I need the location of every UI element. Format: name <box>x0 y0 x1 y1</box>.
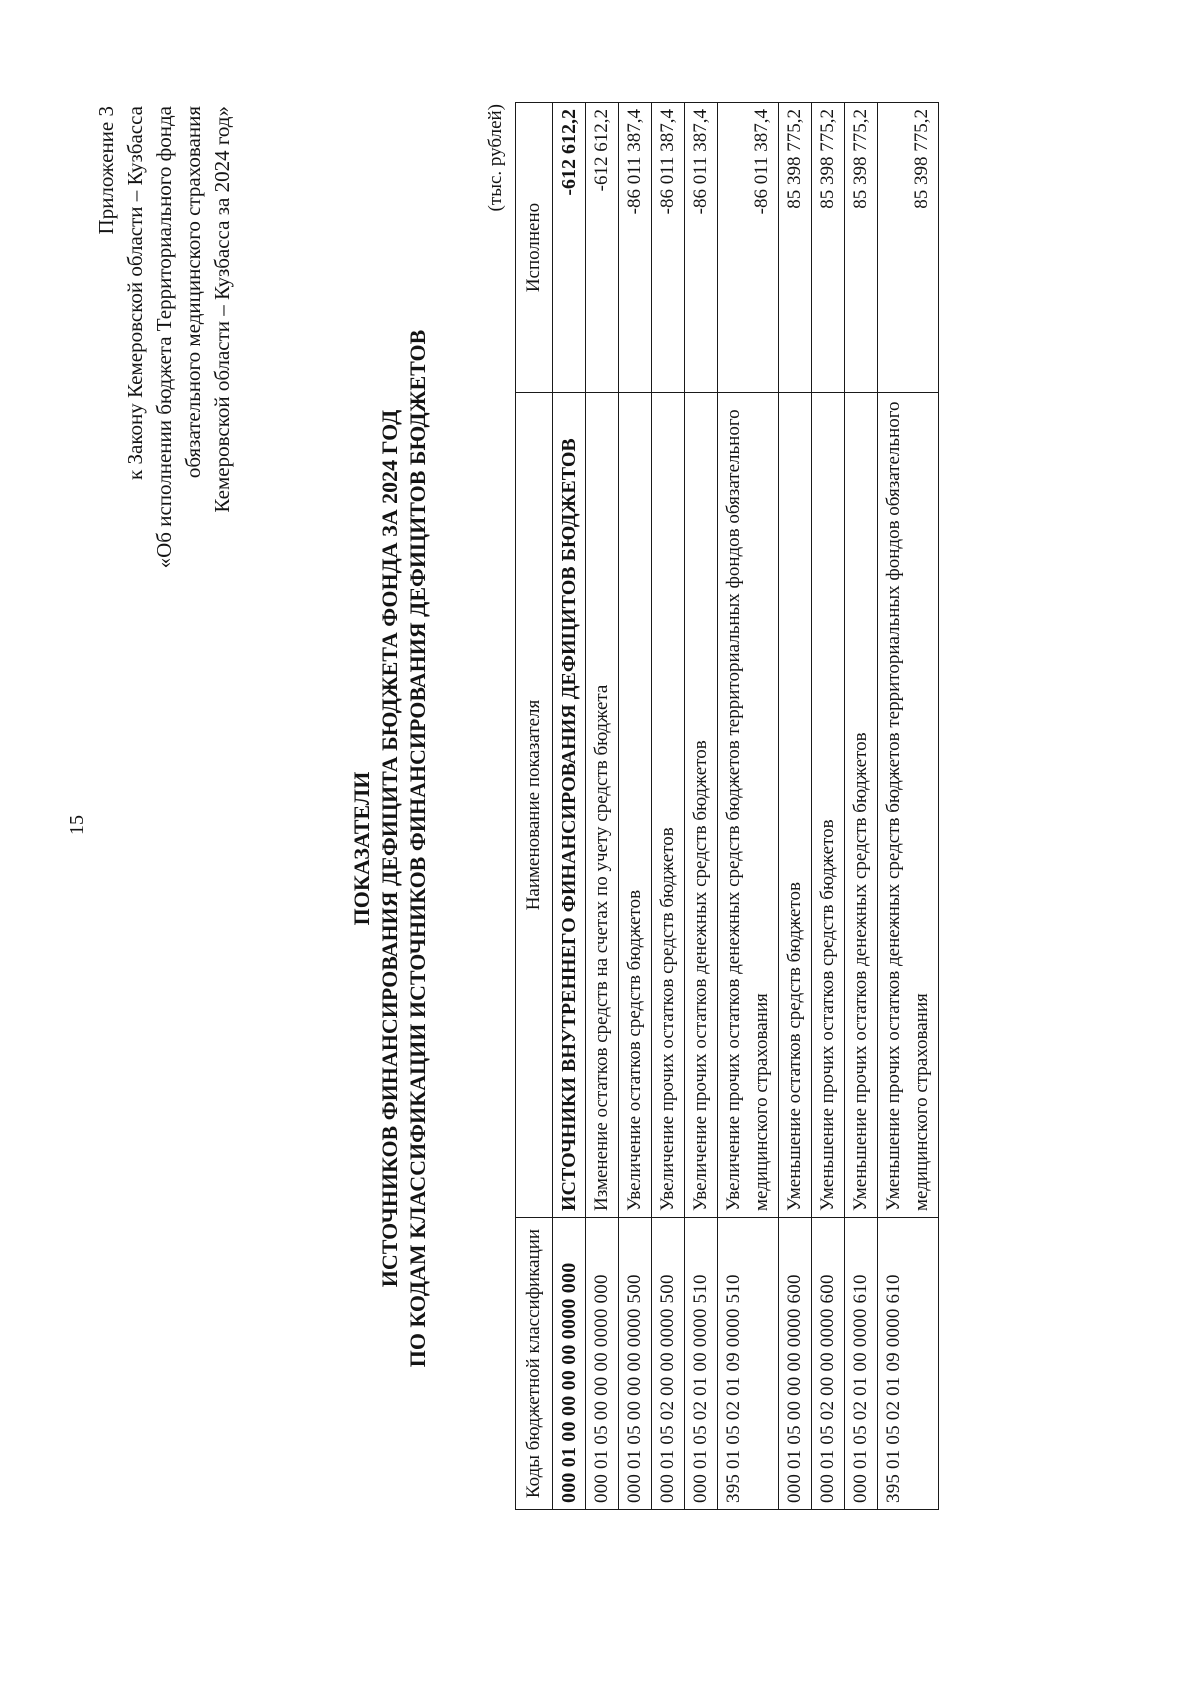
cell-name: Увеличение остатков средств бюджетов <box>619 393 652 1218</box>
appendix-line: Приложение 3 <box>94 106 118 235</box>
cell-value: 85 398 775,2 <box>845 103 878 393</box>
cell-code: 000 01 05 02 01 00 0000 510 <box>685 1218 718 1510</box>
cell-name: Уменьшение остатков средств бюджетов <box>779 393 812 1218</box>
cell-name: Увеличение прочих остатков средств бюджетов <box>652 393 685 1218</box>
appendix-reference <box>92 106 237 866</box>
table-row <box>812 103 845 1510</box>
appendix-line: к Закону Кемеровской области – Кузбасса <box>123 106 147 480</box>
table-row <box>878 103 939 1510</box>
cell-code: 000 01 00 00 00 00 0000 000 <box>553 1218 586 1510</box>
cell-code: 000 01 05 00 00 00 0000 500 <box>619 1218 652 1510</box>
cell-code: 000 01 05 02 01 00 0000 610 <box>845 1218 878 1510</box>
document-title <box>348 0 432 1697</box>
appendix-line: «Об исполнении бюджета Территориального фонда <box>152 106 176 569</box>
cell-name: Увеличение прочих остатков денежных средств бюджетов территориальных фондов обязательного медицинского страхования <box>718 393 779 1218</box>
appendix-line: обязательного медицинского страхования <box>181 106 205 479</box>
page-number: 15 <box>66 815 88 835</box>
table-row <box>718 103 779 1510</box>
table-row <box>652 103 685 1510</box>
cell-code: 395 01 05 02 01 09 0000 610 <box>878 1218 939 1510</box>
column-header-value: Исполнено <box>516 103 553 393</box>
cell-code: 000 01 05 02 00 00 0000 600 <box>812 1218 845 1510</box>
cell-name: Изменение остатков средств на счетах по учету средств бюджета <box>586 393 619 1218</box>
table-row <box>619 103 652 1510</box>
table-row <box>779 103 812 1510</box>
cell-code: 000 01 05 00 00 00 0000 000 <box>586 1218 619 1510</box>
table-row <box>845 103 878 1510</box>
cell-value: 85 398 775,2 <box>812 103 845 393</box>
title-line: ИСТОЧНИКОВ ФИНАНСИРОВАНИЯ ДЕФИЦИТА БЮДЖЕТА ФОНДА ЗА 2024 ГОД <box>377 409 402 1288</box>
cell-value: -86 011 387,4 <box>619 103 652 393</box>
appendix-line: Кемеровской области – Кузбасса за 2024 год» <box>210 106 234 513</box>
cell-name: Увеличение прочих остатков денежных средств бюджетов <box>685 393 718 1218</box>
cell-value: -612 612,2 <box>553 103 586 393</box>
table-header-row <box>516 103 553 1510</box>
cell-value: -612 612,2 <box>586 103 619 393</box>
title-line: ПОКАЗАТЕЛИ <box>349 771 374 926</box>
title-line: ПО КОДАМ КЛАССИФИКАЦИИ ИСТОЧНИКОВ ФИНАНСИРОВАНИЯ ДЕФИЦИТОВ БЮДЖЕТОВ <box>405 329 430 1368</box>
cell-name: ИСТОЧНИКИ ВНУТРЕННЕГО ФИНАНСИРОВАНИЯ ДЕФИЦИТОВ БЮДЖЕТОВ <box>553 393 586 1218</box>
table-row <box>685 103 718 1510</box>
column-header-code: Коды бюджетной классификации <box>516 1218 553 1510</box>
cell-code: 000 01 05 02 00 00 0000 500 <box>652 1218 685 1510</box>
cell-value: 85 398 775,2 <box>779 103 812 393</box>
cell-name: Уменьшение прочих остатков денежных средств бюджетов <box>845 393 878 1218</box>
cell-value: -86 011 387,4 <box>685 103 718 393</box>
cell-code: 395 01 05 02 01 09 0000 510 <box>718 1218 779 1510</box>
financing-sources-table <box>515 102 939 1510</box>
table-row-total <box>553 103 586 1510</box>
cell-name: Уменьшение прочих остатков денежных средств бюджетов территориальных фондов обязательного медицинского страхования <box>878 393 939 1218</box>
column-header-name: Наименование показателя <box>516 393 553 1218</box>
cell-code: 000 01 05 00 00 00 0000 600 <box>779 1218 812 1510</box>
unit-label: (тыс. рублей) <box>485 104 506 212</box>
cell-value: 85 398 775,2 <box>878 103 939 393</box>
cell-name: Уменьшение прочих остатков средств бюджетов <box>812 393 845 1218</box>
cell-value: -86 011 387,4 <box>718 103 779 393</box>
table-row <box>586 103 619 1510</box>
cell-value: -86 011 387,4 <box>652 103 685 393</box>
